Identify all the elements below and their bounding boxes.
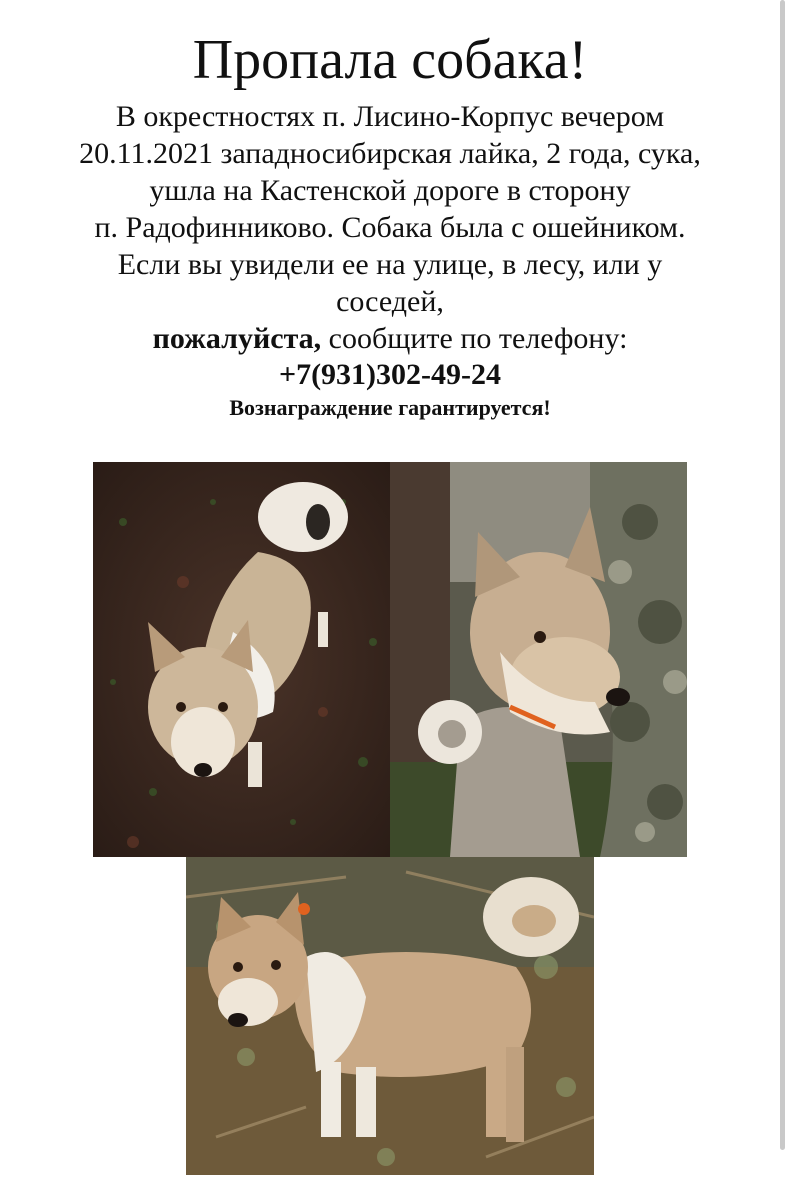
- dog-photo-bottom: [186, 857, 594, 1175]
- description-line: соседей,: [336, 285, 444, 318]
- reward-notice: Вознаграждение гарантируется!: [229, 395, 551, 420]
- phone-number[interactable]: +7(931)302-49-24: [278, 358, 502, 391]
- flyer-description: [0, 98, 780, 357]
- dog-photo-top-left: [93, 462, 393, 857]
- description-line: В окрестностях п. Лисино-Корпус вечером: [115, 100, 665, 133]
- flyer-title: Пропала собака!: [192, 29, 588, 91]
- description-line: ушла на Кастенской дороге в сторону: [149, 174, 631, 207]
- scrollbar[interactable]: [780, 0, 785, 1150]
- dog-photo-2-image: [390, 462, 687, 857]
- please-rest-text: сообщите по телефону:: [321, 322, 628, 355]
- lost-dog-flyer: [0, 0, 780, 423]
- dog-photo-1-image: [93, 462, 393, 857]
- description-line: 20.11.2021 западносибирская лайка, 2 года, сука,: [79, 137, 701, 170]
- please-bold-text: пожалуйста,: [152, 322, 322, 355]
- contact-request: [0, 320, 780, 357]
- description-line: п. Радофинниково. Собака была с ошейником.: [94, 211, 686, 244]
- description-line: Если вы увидели ее на улице, в лесу, или у: [117, 248, 663, 281]
- dog-photo-3-image: [186, 857, 594, 1175]
- dog-photo-top-right: [390, 462, 687, 857]
